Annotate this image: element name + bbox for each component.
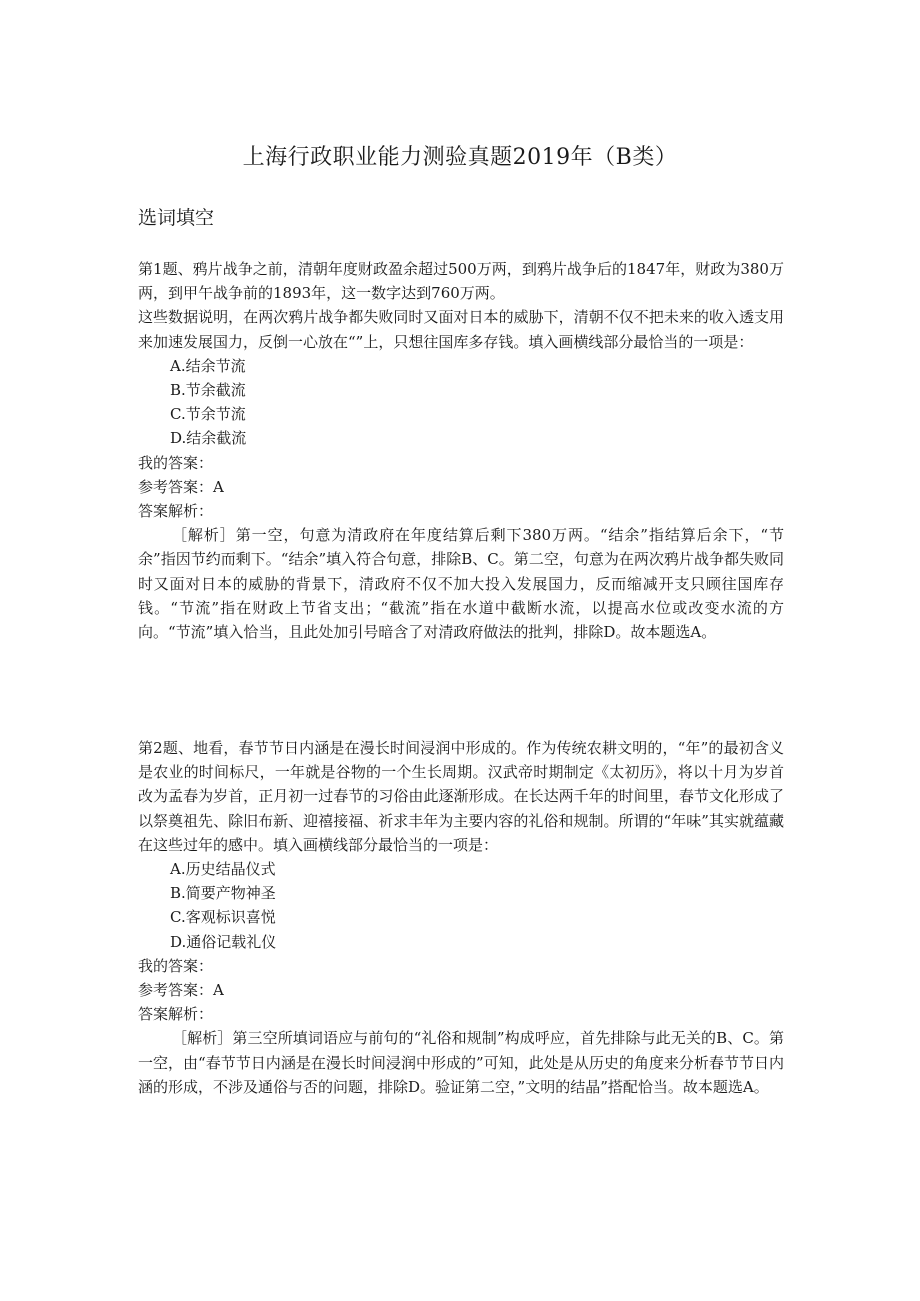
question-stem: 第1题、鸦片战争之前，清朝年度财政盈余超过500万两，到鸦片战争后的1847年，财政为380万两，到甲午战争前的1893年，这一数字达到760万两。: [138, 260, 784, 303]
analysis-text: ［解析］第一空，句意为清政府在年度结算后剩下380万两。“结余”指结算后余下，“节余”指因节约而剩下。“结余”填入符合句意，排除B、C。第二空，句意为在两次鸦片战争都失败同时又面对日本的威胁的背景下，清政府不仅不加大投入发展国力，反而缩减开支只顾往国库存钱。“节流”指在财政上节省支出；“截流”指在水道中截断水流，以提高水位或改变水流的方向。“节流”填入恰当，且此处加引号暗含了对清政府做法的批判，排除D。故本题选A。: [138, 526, 784, 642]
document-title: 上海行政职业能力测验真题2019年（B类）: [242, 145, 678, 170]
option-d: D.通俗记载礼仪: [170, 932, 277, 951]
my-answer-label: 我的答案：: [138, 956, 214, 975]
reference-answer: 参考答案：A: [138, 477, 224, 496]
option-a: A.结余节流: [170, 356, 246, 375]
question-2: [138, 736, 784, 1099]
option-list: [138, 354, 784, 451]
reference-answer: 参考答案：A: [138, 981, 224, 1000]
question-1: [138, 257, 784, 644]
option-c: C.客观标识喜悦: [170, 908, 276, 927]
my-answer-label: 我的答案：: [138, 453, 214, 472]
question-stem: 第2题、地看，春节节日内涵是在漫长时间浸润中形成的。作为传统农耕文明的，“年”的最初含义是农业的时间标尺，一年就是谷物的一个生长周期。汉武帝时期制定《太初历》，将以十月为岁首改为孟春为岁首，正月初一过春节的习俗由此逐渐形成。在长达两千年的时间里，春节文化形成了以祭奠祖先、除旧布新、迎禧接福、祈求丰年为主要内容的礼俗和规制。所谓的“年味”其实就蕴藏在这些过年的感中。填入画横线部分最恰当的一项是：: [138, 739, 784, 854]
option-d: D.结余截流: [170, 429, 247, 448]
analysis-label: 答案解析：: [138, 1005, 214, 1024]
option-b: B.简要产物神圣: [170, 884, 276, 903]
option-b: B.节余截流: [170, 381, 246, 400]
section-heading: 选词填空: [138, 207, 215, 229]
option-c: C.节余节流: [170, 405, 246, 424]
option-list: [138, 857, 784, 954]
analysis-text: ［解析］第三空所填词语应与前句的“礼俗和规制”构成呼应，首先排除与此无关的B、C。第一空，由“春节节日内涵是在漫长时间浸润中形成的”可知，此处是从历史的角度来分析春节节日内涵的形成，不涉及通俗与否的问题，排除D。验证第二空，”文明的结晶”搭配恰当。故本题选A。: [138, 1029, 784, 1096]
question-stem: 这些数据说明，在两次鸦片战争都失败同时又面对日本的威胁下，清朝不仅不把未来的收入透支用来加速发展国力，反倒一心放在“”上，只想往国库多存钱。填入画横线部分最恰当的一项是：: [138, 308, 784, 351]
analysis-label: 答案解析：: [138, 502, 214, 521]
option-a: A.历史结晶仪式: [170, 860, 276, 879]
